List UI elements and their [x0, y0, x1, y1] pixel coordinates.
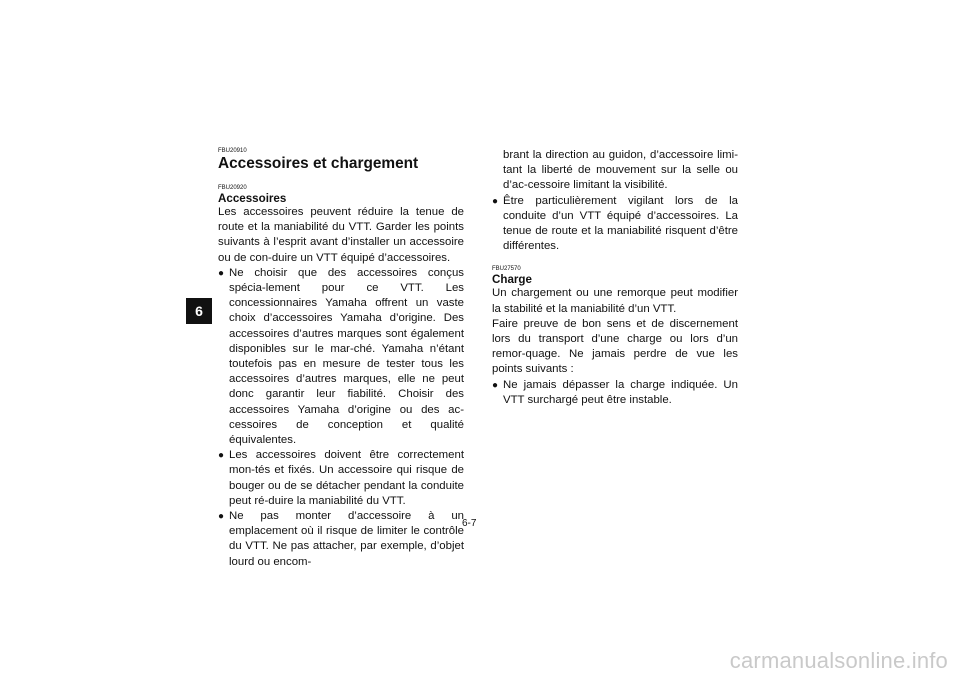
list-item-text: Être particulièrement vigilant lors de la conduite d’un VTT équipé d’accessoires. La tenue de route et la maniabilité risquent d’être différentes.: [503, 194, 738, 253]
intro-paragraph: Les accessoires peuvent réduire la tenue de route et la maniabilité du VTT. Garder les points suivants à l’esprit avant d’installer un accessoire ou de con-duire un VTT équipé d’accessoires.: [218, 206, 464, 264]
list-item: [218, 266, 464, 448]
subsection-code: FBU20920: [218, 185, 247, 191]
left-column: [218, 148, 464, 570]
list-item-text: Ne choisir que des accessoires conçus spécia-lement pour ce VTT. Les concessionnaires Yamaha offrent un vaste choix d’accessoires Yamaha d’origine. Des accessoires d’autres marques sont également disponibles sur le mar-ché. Yamaha n’étant toutefois pas en mesure de tester tous les accessoires d’autres marques, elle ne peut donc garantir leur fiabilité. Choisir des accessoires Yamaha d’origine ou des ac-cessoires de conception et qualité équivalentes.: [229, 266, 464, 447]
list-item-text: Les accessoires doivent être correctement mon-tés et fixés. Un accessoire qui risque de bouger ou de se détacher pendant la conduite peut ré-duire la maniabilité du VTT.: [229, 449, 464, 507]
paragraph: Faire preuve de bon sens et de discernement lors du transport d’une charge ou lors d’un remor-quage. Ne jamais perdre de vue les points suivants :: [492, 317, 738, 376]
list-item-text: Ne pas monter d’accessoire à un emplacement où il risque de limiter le contrôle du VTT. Ne pas attacher, par exemple, d’objet lourd ou encom-: [229, 510, 464, 568]
section-code: FBU20910: [218, 148, 247, 154]
bullet-icon: ●: [492, 195, 499, 207]
page-number: 6-7: [462, 518, 477, 529]
list-item-text: Ne jamais dépasser la charge indiquée. Un VTT surchargé peut être instable.: [503, 378, 738, 406]
bullet-icon: ●: [218, 511, 225, 523]
bullet-icon: ●: [492, 379, 499, 391]
subsection-title: Charge: [492, 273, 532, 287]
subsection-code: FBU27570: [492, 266, 521, 273]
list-item: [218, 448, 464, 509]
continuation-text: brant la direction au guidon, d’accessoire limi-tant la liberté de mouvement sur la selle ou d’ac-cessoire limitant la visibilité.: [503, 149, 738, 192]
list-item: [492, 194, 738, 255]
bullet-icon: ●: [218, 450, 225, 462]
paragraph: Un chargement ou une remorque peut modifier la stabilité et la maniabilité d’un VTT.: [492, 287, 738, 315]
section-title: Accessoires et chargement: [218, 155, 419, 172]
watermark-link[interactable]: carmanualsonline.info: [729, 648, 948, 673]
chapter-tab: 6: [186, 298, 212, 324]
list-item: [492, 378, 738, 408]
right-column: [492, 148, 738, 408]
subsection-title: Accessoires: [218, 192, 287, 205]
bullet-icon: ●: [218, 267, 225, 279]
list-item: [218, 509, 464, 570]
